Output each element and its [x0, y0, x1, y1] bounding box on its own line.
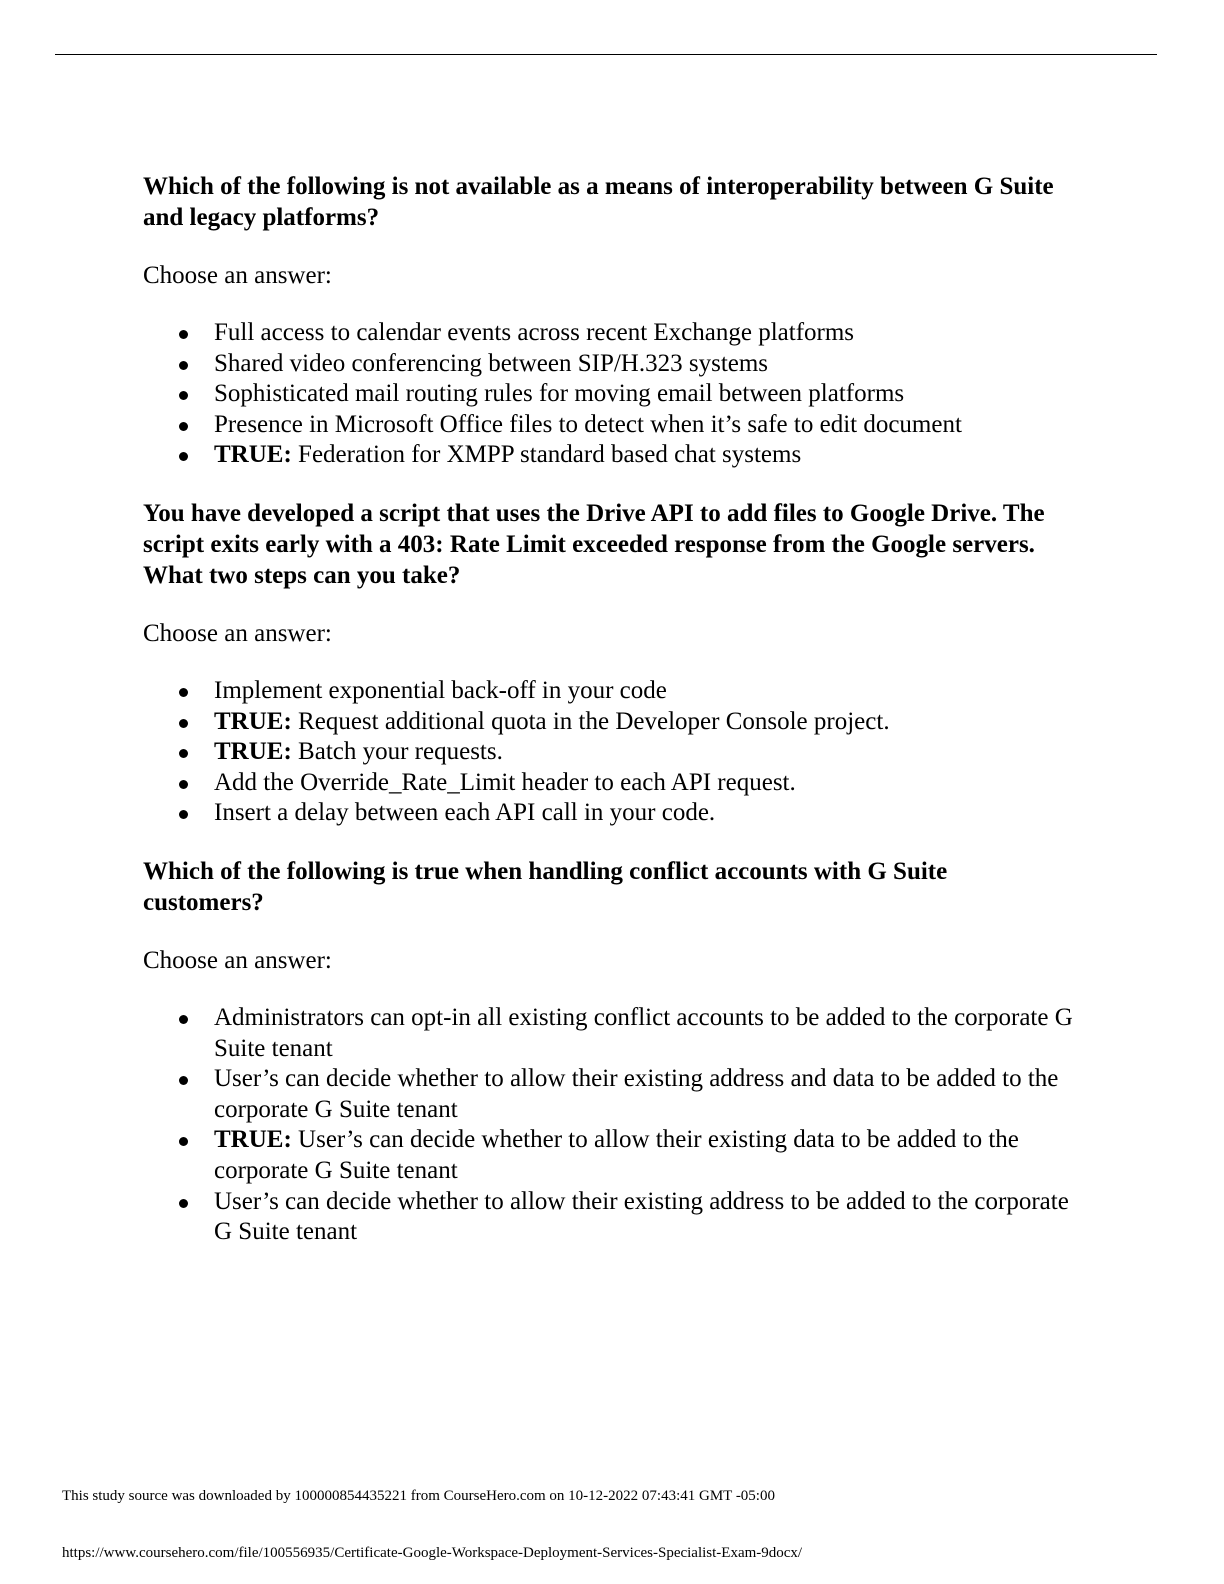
bullet-icon: [179, 780, 188, 789]
download-source-note: This study source was downloaded by 100000854435221 from CourseHero.com on 10-12-2022 07:43:41 GMT -05:00: [62, 1488, 775, 1504]
bullet-icon: [179, 361, 188, 370]
document-body: [143, 171, 1073, 1248]
bullet-icon: [179, 422, 188, 431]
bullet-icon: [179, 330, 188, 339]
answer-item: [214, 676, 1073, 707]
answer-tag: TRUE:: [214, 707, 292, 735]
answer-text: User’s can decide whether to allow their existing address to be added to the corporate G Suite tenant: [214, 1187, 1069, 1246]
bullet-icon: [179, 719, 188, 728]
answer-text: Sophisticated mail routing rules for moving email between platforms: [214, 380, 905, 408]
answer-item: [214, 379, 1073, 410]
answer-item: [214, 798, 1073, 829]
answer-list: [143, 318, 1073, 471]
answer-item: [214, 349, 1073, 380]
answer-text: Batch your requests.: [298, 738, 503, 766]
bullet-icon: [179, 749, 188, 758]
question-block-3: [143, 856, 1073, 1248]
answer-prompt: Choose an answer:: [143, 946, 332, 974]
answer-text: User’s can decide whether to allow their existing address and data to be added to the corporate G Suite tenant: [214, 1065, 1059, 1123]
bullet-icon: [179, 452, 188, 461]
answer-text: Administrators can opt-in all existing conflict accounts to be added to the corporate G Suite tenant: [214, 1003, 1073, 1062]
answer-list: [143, 1003, 1073, 1248]
answer-text: User’s can decide whether to allow their existing data to be added to the corporate G Suite tenant: [214, 1126, 1019, 1184]
question-text: Which of the following is true when handling conflict accounts with G Suite customers?: [143, 857, 948, 916]
answer-text: Request additional quota in the Developer Console project.: [298, 707, 890, 735]
source-url[interactable]: https://www.coursehero.com/file/100556935/Certificate-Google-Workspace-Deployment-Services-Specialist-Exam-9docx/: [62, 1545, 803, 1561]
bullet-icon: [179, 391, 188, 400]
answer-item: [214, 1064, 1073, 1125]
bullet-icon: [179, 1199, 188, 1208]
answer-text: Add the Override_Rate_Limit header to each API request.: [214, 768, 796, 796]
answer-text: Full access to calendar events across recent Exchange platforms: [214, 319, 855, 346]
answer-item: [214, 737, 1073, 768]
answer-tag: TRUE:: [214, 441, 292, 469]
answer-item: [214, 318, 1073, 349]
answer-item: [214, 1187, 1073, 1248]
answer-item: [214, 1125, 1073, 1186]
answer-item: [214, 440, 1073, 471]
answer-text: Insert a delay between each API call in your code.: [214, 799, 716, 827]
answer-tag: TRUE:: [214, 1126, 292, 1154]
bullet-icon: [179, 1137, 188, 1146]
bullet-icon: [179, 1015, 188, 1024]
answer-item: [214, 768, 1073, 799]
question-text: You have developed a script that uses the Drive API to add files to Google Drive. The script exits early with a 403: Rate Limit exceeded response from the Google servers. What two steps can you take?: [143, 499, 1045, 589]
question-block-2: [143, 498, 1073, 829]
answer-text: Shared video conferencing between SIP/H.323 systems: [214, 349, 769, 377]
answer-prompt: Choose an answer:: [143, 262, 332, 289]
question-block-1: [143, 171, 1073, 471]
answer-text: Federation for XMPP standard based chat systems: [298, 441, 802, 469]
bullet-icon: [179, 810, 188, 819]
answer-prompt: Choose an answer:: [143, 619, 332, 647]
bullet-icon: [179, 1076, 188, 1085]
header-rule: [55, 54, 1157, 55]
answer-item: [214, 410, 1073, 441]
answer-text: Implement exponential back-off in your code: [214, 676, 667, 704]
answer-list: [143, 676, 1073, 829]
answer-item: [214, 1003, 1073, 1064]
answer-text: Presence in Microsoft Office files to detect when it’s safe to edit document: [214, 410, 962, 438]
answer-tag: TRUE:: [214, 738, 292, 766]
answer-item: [214, 707, 1073, 738]
bullet-icon: [179, 688, 188, 697]
question-text: Which of the following is not available as a means of interoperability between G Suite and legacy platforms?: [143, 173, 1054, 231]
